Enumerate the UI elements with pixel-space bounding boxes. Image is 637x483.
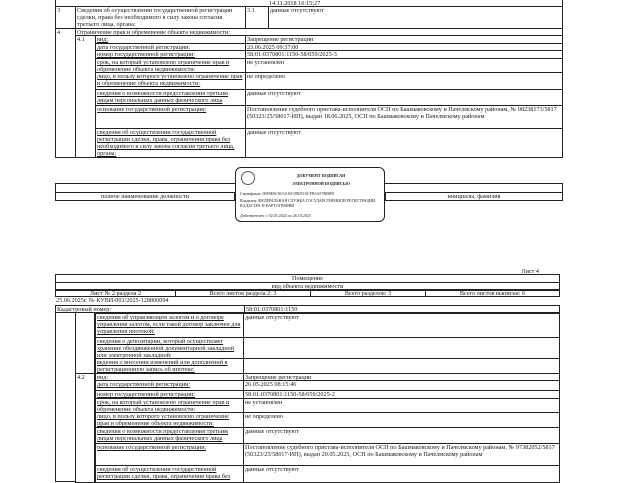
row-value: не установлен — [245, 58, 563, 73]
position-label: полное наименование должности — [55, 192, 235, 201]
row-label: ведения о внесении изменений или дополнений в регистрационную запись об ипотеке: — [95, 358, 244, 374]
row-label: срок, на который установлено ограничение прав и обременение объекта недвижимости: — [95, 58, 246, 73]
row-label: срок, на который установлено ограничение прав и обременение объекта недвижимости: — [95, 398, 244, 413]
row-label: дата государственной регистрации: — [95, 380, 244, 391]
stamp-subtitle: ЭЛЕКТРОННОЙ ПОДПИСЬЮ — [292, 181, 350, 186]
row4-label: Ограничение прав и обременение объекта недвижимости: — [75, 28, 563, 36]
info-sheet: Лист № 2 раздела 2 — [55, 289, 176, 297]
row-label: сведения о возможности предоставления третьим лицам персональных данных физического лица — [95, 89, 246, 106]
stamp-certificate: Сертификат: 00F0E0C8C6A10C08D515CFB3A57B08F8 — [240, 191, 335, 196]
row-value: не определено — [243, 412, 560, 428]
name-label: инициалы, фамилия — [385, 192, 563, 201]
stamp-owner: Владелец: ФЕДЕРАЛЬНАЯ СЛУЖБА ГОСУДАРСТВЕННОЙ РЕГИСТРАЦИИ, КАДАСТРА И КАРТОГРАФИИ — [240, 198, 377, 208]
object-type-caption: вид объекта недвижимости — [55, 282, 560, 291]
sub-num-col — [75, 312, 95, 374]
row-value: Постановление судебного пристава-исполнителя ОСП по Башмаковскому и Пачелмскому районам, № 97382052/5817 (50323/25/58017-ИП), выдан 20.05.2025, ОСП по Башмаковскому и Пачелмскому районам — [243, 443, 560, 466]
object-type: Помещение — [55, 274, 560, 283]
stamp-validity: Действителен: с 02.05.2024 по 26.10.2025 — [240, 213, 311, 218]
cadastral-value: 58:01:0370801:1150 — [244, 305, 560, 313]
row-value: не определено — [245, 72, 563, 90]
row-value: 26.05.2025 08:15:46 — [243, 380, 560, 391]
row-label: номер государственной регистрации: — [95, 50, 246, 59]
date-number: 25.06.2025г. № КУВИ-001/2025-128800094 — [56, 297, 169, 304]
section-num-col — [55, 312, 76, 482]
row-value: данные отсутствуют — [245, 128, 563, 158]
row3-subnum: 3.1 — [245, 6, 269, 29]
row-label: дата государственной регистрации: — [95, 43, 246, 51]
r42-num: 4.2 — [75, 373, 95, 483]
row-label: сведения об осуществлении государственной регистрации сделки, права, ограничения права без необходимого в силу закона согласия третьего лица, органа: — [95, 128, 246, 158]
row-value: не установлен — [243, 398, 560, 413]
row-value: 23.06.2025 09:37:00 — [245, 43, 563, 51]
row-value — [243, 337, 560, 359]
row-label: лицо, в пользу которого установлено ограничение прав и обременение объекта недвижимости: — [95, 72, 246, 90]
row-label: сведения о депозитарии, который осуществляет хранение обездвиженной документарной закладной или электронной закладной: — [95, 337, 244, 359]
row-label: вид: — [95, 35, 246, 44]
row-label: сведения об осуществлении государственной регистрации сделки, права, ограничения права без — [95, 465, 244, 483]
row-label: сведения об управляющем залогом и о договоре управления залогом, если такой договор заключен для управления ипотекой: — [95, 313, 244, 338]
cadastral-label: Кадастровый номер: — [55, 305, 245, 313]
row-value: данные отсутствуют — [245, 89, 563, 106]
row-value: Постановление судебного пристава-исполнителя ОСП по Башмаковскому и Пачелмскому районам, № 98238173/5817 (50323/25/58017-ИП), выдан 18.06.2025, ОСП по Башмаковскому и Пачелмскому районам — [245, 105, 563, 129]
info-sections: Всего разделов: 3 — [310, 289, 426, 297]
row-label: основание государственной регистрации: — [95, 443, 244, 466]
row-value — [243, 358, 560, 374]
stamp-title: ДОКУМЕНТ ПОДПИСАН — [296, 173, 346, 178]
row-label: вид: — [95, 373, 244, 381]
electronic-signature-stamp — [235, 167, 385, 222]
row-label: сведения о возможности предоставления третьим лицам персональных данных физического лица — [95, 427, 244, 444]
row3-num: 3 — [55, 6, 76, 29]
row4-num: 4 — [55, 28, 76, 158]
row-value: 58:01:0370801:1150-58/059/2025-2 — [243, 390, 560, 399]
info-section-sheets: Всего листов раздела 2: 3 — [175, 289, 311, 297]
emblem-icon — [241, 171, 255, 185]
row-value: данные отсутствуют — [243, 465, 560, 483]
r41-num: 4.1 — [75, 35, 96, 158]
row-value: 58:01:0370801:1150-58/059/2025-3 — [245, 50, 563, 59]
row-value: Запрещение регистрации — [243, 373, 560, 381]
row-label: основание государственной регистрации: — [95, 105, 246, 129]
top-timestamp: 14.11.2018 16:15:27 — [268, 0, 558, 7]
row3-value: данные отсутствуют — [268, 6, 563, 29]
row3-label: Сведения об осуществлении государственной регистрации сделки, права без необходимого в силу закона согласия третьего лица, органа: — [75, 6, 246, 29]
info-total-sheets: Всего листов выписки: 6 — [425, 289, 560, 297]
row-label: лицо, в пользу которого установлено ограничение прав и обременение объекта недвижимости: — [95, 412, 244, 428]
sheet-number: Лист 4 — [521, 268, 539, 275]
row-value: данные отсутствуют — [243, 427, 560, 444]
row-value: данные отсутствуют — [243, 313, 560, 338]
row-label: номер государственной регистрации: — [95, 390, 244, 399]
row-value: Запрещение регистрации — [245, 35, 563, 44]
